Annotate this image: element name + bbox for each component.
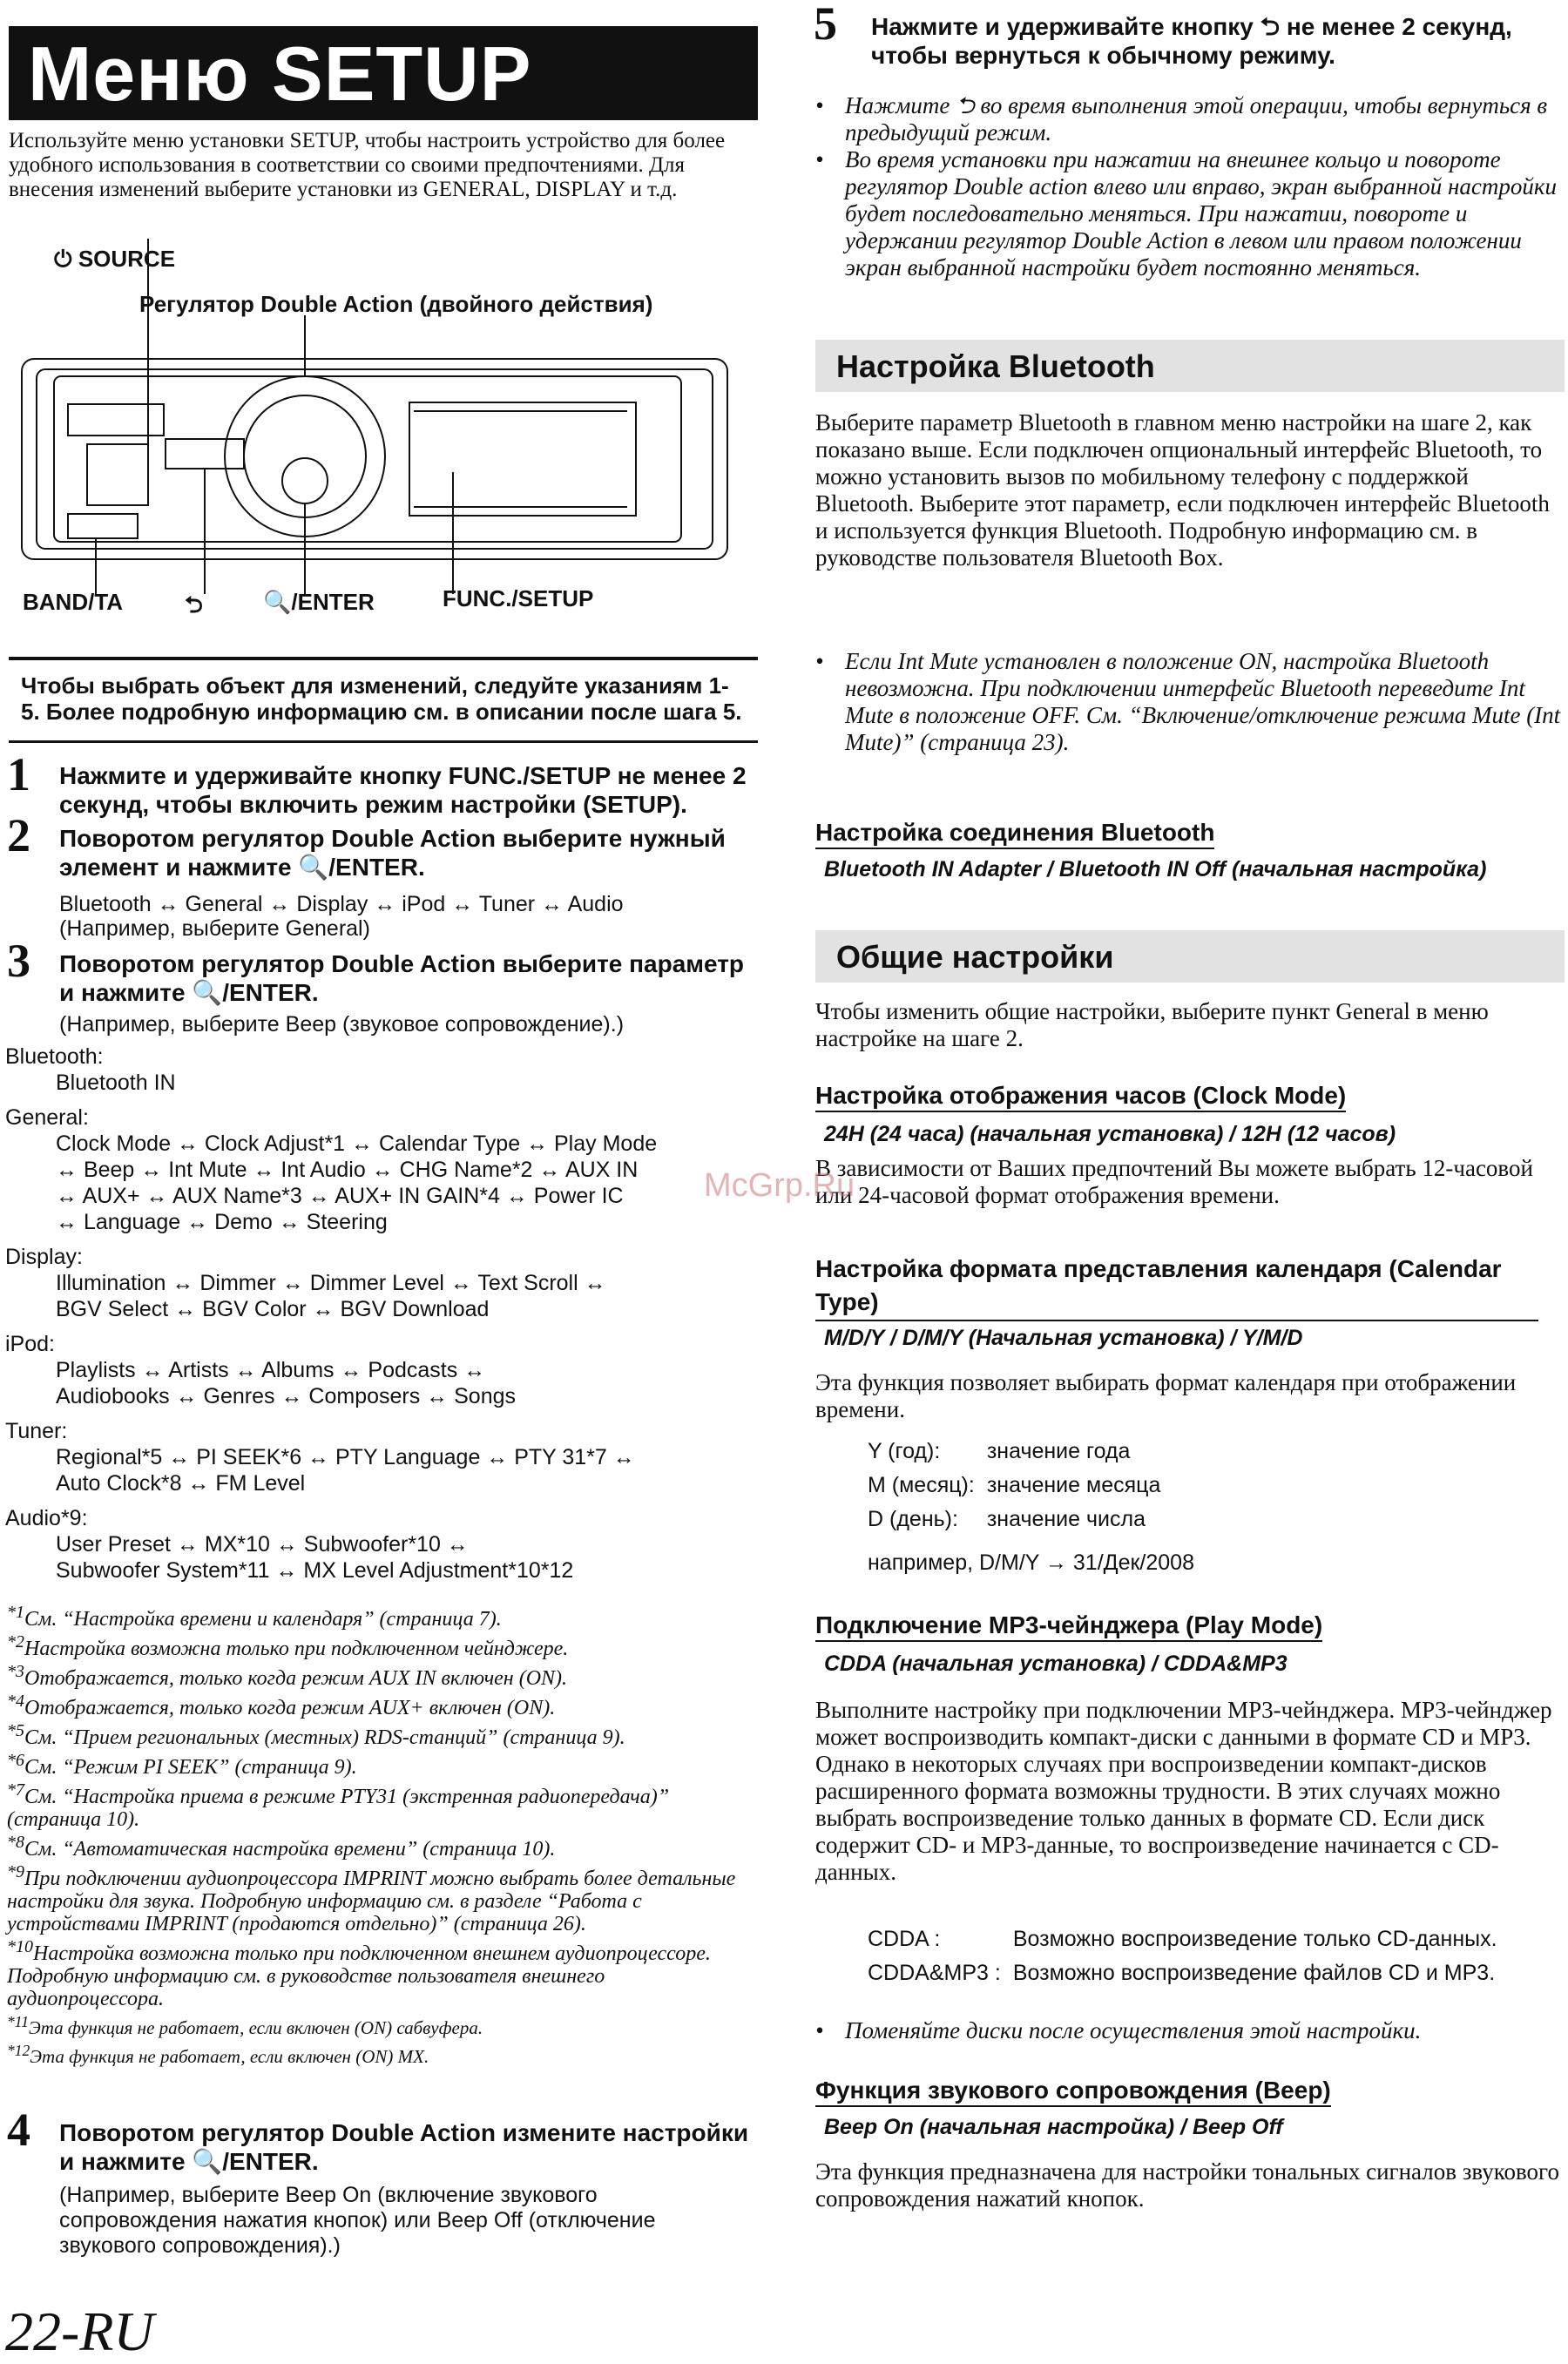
calendar-example: например, D/M/Y → 31/Дек/2008 bbox=[868, 1550, 1194, 1575]
step-1-text: Нажмите и удерживайте кнопку FUNC./SETUP не менее 2 секунд, чтобы включить режим настройки (SETUP). bbox=[59, 762, 747, 818]
bluetooth-body: Выберите параметр Bluetooth в главном меню настройки на шаге 2, как показано выше. Если подключен опциональный интерфейс Bluetooth, то можно установить вызов по мобильному телефону с поддержкой Bluetooth. Выберите этот параметр, если подключен интерфейс Bluetooth и используется функция Bluetooth. Подробную информацию см. в руководстве пользователя Bluetooth Box. bbox=[815, 409, 1550, 571]
footnote: $^{*3}$Отображается, только когда режим AUX IN включен (ON). bbox=[7, 1662, 568, 1690]
calendar-table bbox=[868, 1439, 1173, 1541]
device-figure bbox=[17, 237, 767, 620]
general-body: Чтобы изменить общие настройки, выберите пункт General в меню настройке на шаге 2. bbox=[815, 998, 1489, 1051]
group-general-line: ↔ Beep ↔ Int Mute ↔ Int Audio ↔ CHG Name*2 ↔ AUX IN bbox=[56, 1158, 639, 1182]
footnote: $^{*5}$См. “Прием региональных (местных) RDS-станций” (страница 9). bbox=[7, 1721, 625, 1749]
group-general-line: ↔ Language ↔ Demo ↔ Steering bbox=[56, 1210, 388, 1234]
search-icon: 🔍 bbox=[192, 979, 223, 1006]
footnote: $^{*2}$Настройка возможна только при подключенном чейнджере. bbox=[7, 1632, 569, 1660]
page-title: Меню SETUP bbox=[28, 30, 532, 117]
footnote: $^{*6}$См. “Режим PI SEEK” (страница 9). bbox=[7, 1751, 357, 1779]
footnote: $^{*9}$При подключении аудиопроцессора IMPRINT можно выбрать более детальные настройки для звука. Подробную информацию см. в разделе “Работа с устройствами IMPRINT (продаются отдельно)” (страница 26). bbox=[7, 1862, 736, 1935]
step-3-number: 3 bbox=[7, 935, 30, 987]
footnote: $^{*8}$См. “Автоматическая настройка времени” (страница 10). bbox=[7, 1833, 556, 1861]
group-display-line: BGV Select ↔ BGV Color ↔ BGV Download bbox=[56, 1297, 490, 1321]
menu-groups bbox=[5, 1044, 763, 1584]
step-5-number: 5 bbox=[814, 0, 837, 50]
section-bluetooth bbox=[815, 340, 1565, 392]
group-tuner-name: Tuner: bbox=[5, 1419, 68, 1443]
section-general-title: Общие настройки bbox=[836, 939, 1114, 975]
beep-heading: Функция звукового сопровождения (Beep) bbox=[815, 2077, 1331, 2107]
search-icon: 🔍 bbox=[263, 589, 292, 615]
group-tuner-line: Auto Clock*8 ↔ FM Level bbox=[56, 1471, 306, 1496]
return-icon: ⮌ bbox=[185, 591, 203, 618]
step-2-example: (Например, выберите General) bbox=[59, 916, 370, 941]
table-row: D (день): значение числа bbox=[868, 1507, 1146, 1531]
return-icon: ⮌ bbox=[956, 92, 975, 118]
group-ipod-line: Audiobooks ↔ Genres ↔ Composers ↔ Songs bbox=[56, 1384, 517, 1408]
calendar-body: Эта функция позволяет выбирать формат календаря при отображении времени. bbox=[815, 1369, 1517, 1422]
table-row: M (месяц): значение месяца bbox=[868, 1473, 1161, 1497]
step-2-number: 2 bbox=[7, 809, 30, 861]
bt-connection-heading: Настройка соединения Bluetooth bbox=[815, 819, 1214, 849]
group-tuner-line: Regional*5 ↔ PI SEEK*6 ↔ PTY Language ↔ PTY 31*7 ↔ bbox=[56, 1445, 635, 1469]
instruction-note-text: Чтобы выбрать объект для изменений, следуйте указаниям 1-5. Более подробную информацию см. в описании после шага 5. bbox=[21, 672, 742, 725]
group-bluetooth-items: Bluetooth IN bbox=[56, 1071, 176, 1095]
mp3-body: Выполните настройку при подключении MP3-чейнджера. MP3-чейнджер может воспроизводить компакт-диски с данными в формате CD и MP3. Однако в некоторых случаях при воспроизведении компакт-дисков расширенного формата возможны трудности. В этих случаях можно выбрать воспроизведение только данных в формате CD. Если диск содержит CD- и MP3-данные, то воспроизведение начинается с CD-данных. bbox=[815, 1697, 1552, 1885]
step-5-text: Нажмите и удерживайте кнопку ⮌ не менее 2 секунд, чтобы вернуться к обычному режиму. bbox=[871, 13, 1512, 69]
footnotes bbox=[7, 1601, 756, 2068]
footnote: $^{*7}$См. “Настройка приема в режиме PTY31 (экстренная радиопередача)” (страница 10). bbox=[7, 1780, 670, 1831]
power-icon: ⏻ bbox=[54, 246, 72, 272]
footnote: $^{*4}$Отображается, только когда режим AUX+ включен (ON). bbox=[7, 1692, 556, 1719]
group-audio-line: User Preset ↔ MX*10 ↔ Subwoofer*10 ↔ bbox=[56, 1532, 469, 1557]
step-2-text: Поворотом регулятор Double Action выберите нужный элемент и нажмите 🔍/ENTER. bbox=[59, 825, 726, 881]
clock-options: 24H (24 часа) (начальная установка) / 12H (12 часов) bbox=[824, 1122, 1396, 1146]
mp3-heading: Подключение MP3-чейнджера (Play Mode) bbox=[815, 1611, 1322, 1642]
car-stereo-drawing bbox=[17, 237, 767, 620]
step-4-text: Поворотом регулятор Double Action измените настройки и нажмите 🔍/ENTER. bbox=[59, 2119, 749, 2175]
instruction-note bbox=[9, 657, 758, 743]
bt-connection-heading-wrap bbox=[815, 819, 1214, 849]
section-general bbox=[815, 930, 1565, 983]
group-ipod-name: iPod: bbox=[5, 1332, 55, 1356]
group-display-name: Display: bbox=[5, 1245, 83, 1269]
table-row: CDDA : Возможно воспроизведение только CD-данных. bbox=[868, 1927, 1497, 1951]
footnote: $^{*1}$См. “Настройка времени и календаря” (страница 7). bbox=[7, 1603, 502, 1631]
mp3-table bbox=[868, 1927, 1510, 1995]
group-bluetooth-name: Bluetooth: bbox=[5, 1044, 104, 1069]
step-3-text: Поворотом регулятор Double Action выберите параметр и нажмите 🔍/ENTER. bbox=[59, 950, 745, 1006]
beep-body: Эта функция предназначена для настройки тональных сигналов звукового сопровождения нажатий кнопок. bbox=[815, 2158, 1559, 2212]
calendar-heading: Настройка формата представления календаря (Calendar Type) bbox=[815, 1253, 1538, 1321]
bt-connection-options: Bluetooth IN Adapter / Bluetooth IN Off (начальная настройка) bbox=[824, 857, 1487, 881]
beep-heading-wrap bbox=[815, 2077, 1331, 2107]
enter-label-wrap bbox=[263, 589, 375, 616]
return-icon: ⮌ bbox=[1260, 13, 1281, 40]
group-audio-line: Subwoofer System*11 ↔ MX Level Adjustment*10*12 bbox=[56, 1558, 574, 1583]
search-icon: 🔍 bbox=[298, 854, 329, 881]
calendar-heading-wrap bbox=[815, 1253, 1538, 1321]
intro-text: Используйте меню установки SETUP, чтобы настроить устройство для более удобного использования в соответствии со своими предпочтениями. Для внесения изменений выберите установки из GENERAL, DISPLAY и т.д. bbox=[9, 129, 726, 201]
calendar-options: M/D/Y / D/M/Y (Начальная установка) / Y/M/D bbox=[824, 1326, 1303, 1350]
clock-body: В зависимости от Ваших предпочтений Вы можете выбрать 12-часовой или 24-часовой формат отображения времени. bbox=[815, 1155, 1533, 1208]
step-4-number: 4 bbox=[7, 2104, 30, 2156]
mp3-bullet: • Поменяйте диски после осуществления этой настройки. bbox=[815, 2017, 1422, 2043]
footnote: $^{*11}$Эта функция не работает, если включен (ON) сабвуфера. bbox=[7, 2013, 483, 2038]
footnote: $^{*10}$Настройка возможна только при подключенном внешнем аудиопроцессоре. Подробную информацию см. в руководстве пользователя внешнего аудиопроцессора. bbox=[7, 1937, 711, 2010]
bullet-double-action: • Во время установки при нажатии на внешнее кольцо и повороте регулятор Double action влево или вправо, экран выбранной настройки будет последовательно меняться. При нажатии, повороте и удержании регулятор Double Action в левом или правом положении экран выбранной настройки будет постоянно меняться. bbox=[815, 146, 1558, 280]
bluetooth-bullet: • Если Int Mute установлен в положение ON, настройка Bluetooth невозможна. При подключении интерфейс Bluetooth переведите Int Mute в положение OFF. См. “Включение/отключение режима Mute (Int Mute)” (страница 23). bbox=[815, 648, 1561, 755]
group-general-name: General: bbox=[5, 1105, 89, 1130]
mp3-heading-wrap bbox=[815, 1611, 1322, 1642]
func-setup-label: FUNC./SETUP bbox=[443, 585, 594, 611]
dial-label: Регулятор Double Action (двойного действия) bbox=[139, 291, 653, 317]
group-general-line: ↔ AUX+ ↔ AUX Name*3 ↔ AUX+ IN GAIN*4 ↔ Power IC bbox=[56, 1184, 624, 1208]
step-4-example: (Например, выберите Beep On (включение звукового сопровождения нажатия кнопок) или Beep Off (отключение звукового сопровождения).) bbox=[59, 2183, 656, 2258]
group-ipod-line: Playlists ↔ Artists ↔ Albums ↔ Podcasts ↔ bbox=[56, 1358, 486, 1382]
group-display-line: Illumination ↔ Dimmer ↔ Dimmer Level ↔ Text Scroll ↔ bbox=[56, 1271, 606, 1295]
bullet-return: • Нажмите ⮌ во время выполнения этой операции, чтобы вернуться в предыдущий режим. bbox=[815, 92, 1548, 145]
step-1-number: 1 bbox=[7, 748, 30, 800]
step-3-example: (Например, выберите Beep (звуковое сопровождение).) bbox=[59, 1012, 625, 1037]
enter-label: /ENTER bbox=[291, 589, 375, 615]
section-bluetooth-title: Настройка Bluetooth bbox=[836, 348, 1155, 384]
band-ta-label: BAND/TA bbox=[23, 589, 124, 615]
group-general-line: Clock Mode ↔ Clock Adjust*1 ↔ Calendar Type ↔ Play Mode bbox=[56, 1131, 658, 1156]
clock-heading-wrap bbox=[815, 1082, 1346, 1112]
step-2-sequence: Bluetooth ↔ General ↔ Display ↔ iPod ↔ Tuner ↔ Audio bbox=[59, 892, 624, 916]
page-number: 22-RU bbox=[5, 2300, 154, 2362]
table-row: CDDA&MP3 : Возможно воспроизведение файлов CD и MP3. bbox=[868, 1961, 1496, 1985]
watermark: McGrp.Ru bbox=[704, 1167, 855, 1204]
clock-heading: Настройка отображения часов (Clock Mode) bbox=[815, 1082, 1346, 1112]
footnote: $^{*12}$Эта функция не работает, если включен (ON) MX. bbox=[7, 2042, 429, 2067]
group-audio-name: Audio*9: bbox=[5, 1506, 88, 1530]
page-title-bar bbox=[9, 26, 758, 120]
source-label: SOURCE bbox=[78, 246, 176, 272]
table-row: Y (год): значение года bbox=[868, 1439, 1131, 1463]
beep-options: Beep On (начальная настройка) / Beep Off bbox=[824, 2115, 1283, 2139]
mp3-options: CDDA (начальная установка) / CDDA&MP3 bbox=[824, 1651, 1288, 1676]
search-icon: 🔍 bbox=[192, 2148, 223, 2175]
